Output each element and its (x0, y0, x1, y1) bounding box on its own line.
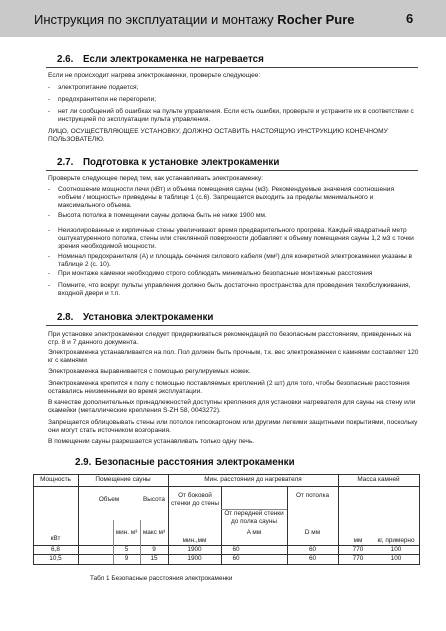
section-title: Подготовка к установке электрокаменки (83, 157, 280, 168)
table-cell: 10,5 (49, 555, 62, 562)
table-cell: 770 (352, 546, 364, 553)
paragraph: В качестве дополнительных принадлежностей доступны крепления для установки нагревателя для сауны на стену или скамейки (металлические крепления S-ZH 58, 0043272). (48, 399, 416, 414)
table-cell: 5 (124, 546, 129, 553)
section-2-9-heading (75, 457, 295, 468)
document-title (34, 12, 355, 27)
table-cell: 60 (232, 546, 240, 553)
section-2-7-heading (57, 157, 279, 168)
section-number: 2.6. (57, 54, 74, 65)
table-header-stone-mass: Масса камней (357, 476, 400, 483)
section-number: 2.9. (75, 457, 92, 468)
section-2-7-intro: Проверьте следующее перед тем, как устанавливать электрокаменку: (48, 175, 264, 182)
document-title-regular: Инструкция по эксплуатации и монтажу (34, 12, 274, 27)
section-divider (46, 67, 418, 68)
document-title-product: Rocher Pure (277, 12, 355, 27)
table-cell: 9 (124, 555, 129, 562)
table-cell: 1900 (187, 546, 202, 553)
paragraph: Электрокаменка крепится к полу с помощью поставляемых креплений (2 шт) для того, чтобы безопасные расстояния оставались неизменными во время эксплуатации. (48, 380, 410, 395)
table-header-sauna-room: Помещение сауны (95, 476, 151, 483)
table-cell: 1900 (187, 555, 202, 562)
table-unit: мм (353, 537, 363, 544)
table-unit: макс м³ (142, 529, 166, 536)
table-cell: 60 (232, 555, 240, 562)
section-divider (46, 170, 418, 171)
section-divider (46, 325, 418, 326)
section-number: 2.8. (57, 312, 74, 323)
section-2-6-notice: ЛИЦО, ОСУЩЕСТВЛЯЮЩЕЕ УСТАНОВКУ, ДОЛЖНО ОСТАВИТЬ НАСТОЯЩУЮ ИНСТРУКЦИЮ КОНЕЧНОМУ ПОЛЬЗОВАТЕЛЮ. (48, 128, 388, 143)
table-unit: A мм (246, 529, 262, 536)
table-cell: 100 (390, 546, 402, 553)
table-cell: 6,8 (51, 546, 60, 553)
section-2-6-intro: Если не происходит нагрева электрокаменки, проверьте следующее: (48, 72, 261, 79)
section-2-6-heading (57, 54, 264, 65)
table-unit: мин. м³ (115, 529, 138, 536)
paragraph: Электрокаменка устанавливается на пол. Пол должен быть прочным, т.к. вес электрокаменки с камнями составляет 120 кг с камнями (48, 349, 419, 364)
table-subheader-front-wall: От передней стенки до полка сауны (224, 510, 284, 525)
paragraph: Запрещается облицовывать стены или потолок гипсокартоном или другими легкими защитными покрытиями, поскольку они могут стать источником возгорания. (48, 419, 418, 434)
table-subheader-side-wall: От боковой стенки до стены (170, 492, 220, 507)
table-subheader-height: Высота (143, 496, 165, 503)
table-unit: кг, примерно (377, 537, 415, 544)
table-subheader-ceiling: От потолка (295, 492, 330, 499)
table-caption: Табл 1 Безопасные расстояния электрокаменки (90, 575, 233, 582)
table-unit: мин.,мм (182, 537, 207, 544)
section-title: Безопасные расстояния электрокаменки (95, 457, 295, 468)
paragraph: При установке электрокаменки следует придерживаться рекомендаций по безопасным расстояниям, приведенных на стр. 8 и 7 данного документа. (48, 331, 412, 346)
table-unit: D мм (304, 529, 321, 536)
table-header-min-distances: Мин. расстояния до нагревателя (204, 476, 302, 483)
section-title: Установка электрокаменки (83, 312, 214, 323)
table-cell: 60 (308, 555, 317, 562)
table-cell: 9 (152, 546, 156, 553)
table-cell: 60 (308, 546, 317, 553)
table-unit: кВт (50, 535, 61, 542)
section-title: Если электрокаменка не нагревается (83, 54, 264, 65)
paragraph: Электрокаменка выравнивается с помощью регулируемых ножек. (48, 368, 251, 375)
paragraph: В помещении сауны разрешается устанавливать только одну печь. (48, 438, 255, 445)
table-cell: 15 (150, 555, 158, 562)
page-header (0, 0, 446, 37)
table-subheader-volume: Объем (98, 496, 120, 503)
table-header-power: Мощность (40, 476, 71, 483)
table-cell: 770 (352, 555, 364, 562)
section-number: 2.7. (57, 157, 74, 168)
safety-distances-table (33, 474, 420, 565)
page-number: 6 (406, 11, 414, 26)
table-cell: 100 (390, 555, 402, 562)
section-2-8-heading (57, 312, 213, 323)
